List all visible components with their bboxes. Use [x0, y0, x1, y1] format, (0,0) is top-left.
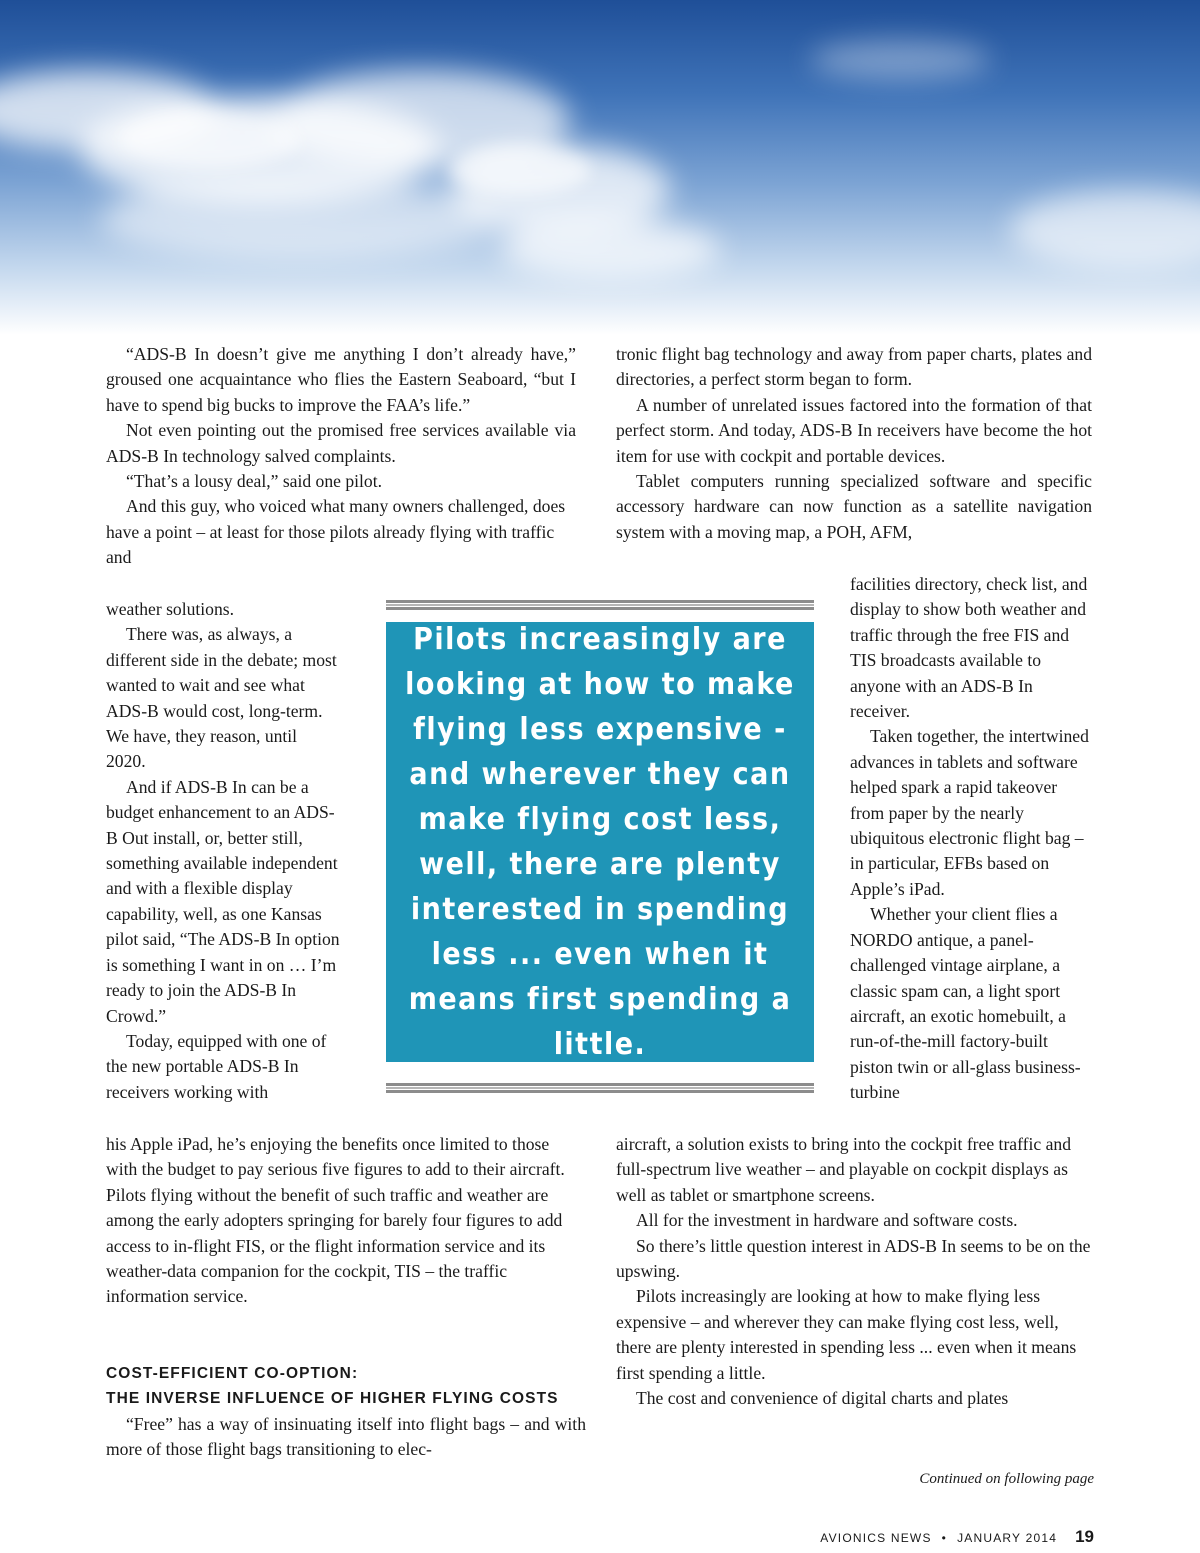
heading-line-2: THE INVERSE INFLUENCE OF HIGHER FLYING COSTS — [106, 1390, 559, 1407]
paragraph: The cost and convenience of digital charts and plates — [636, 1388, 1009, 1409]
paragraph: weather solutions. — [106, 599, 235, 619]
pullquote-top-rule — [386, 600, 814, 610]
footer-bullet: • — [941, 1531, 948, 1545]
paragraph: All for the investment in hardware and software costs. — [636, 1210, 1018, 1231]
paragraph: his Apple iPad, he’s enjoying the benefits once limited to those with the budget to pay serious five figures to add to their aircraft. Pilots flying without the benefit of such traffic and weather are among the early adopters springing for barely four figures to add access to in-flight FIS, or the flight information service and its weather-data companion for the cockpit, TIS – the traffic information service. — [106, 1134, 565, 1307]
page-footer — [820, 1527, 1094, 1547]
left-column-top — [106, 342, 576, 571]
paragraph: Whether your client flies a NORDO antique, a panel-challenged vintage airplane, a classic spam can, a light sport aircraft, an exotic homebuilt, a run-of-the-mill factory-built piston twin or all-glass business-turbine — [850, 904, 1081, 1103]
paragraph: Tablet computers running specialized software and specific accessory hardware can now function as a satellite navigation system with a moving map, a POH, AFM, — [616, 471, 1092, 542]
paragraph: Pilots increasingly are looking at how to make flying less expensive – and wherever they can make flying cost less, well, there are plenty interested in spending less ... even when it means first spending a little. — [616, 1286, 1077, 1383]
pullquote-box — [386, 622, 814, 1062]
paragraph: There was, as always, a different side in the debate; most wanted to wait and see what ADS-B would cost, long-term. We have, they reason, until 2020. — [106, 624, 337, 772]
right-column-bottom — [616, 1132, 1092, 1411]
left-column-narrow — [106, 597, 340, 1105]
left-column-after-heading — [106, 1412, 586, 1463]
right-column-narrow — [850, 572, 1094, 1106]
publication-name: AVIONICS NEWS — [820, 1531, 932, 1545]
paragraph: Taken together, the intertwined advances in tablets and software helped spark a rapid takeover from paper by the nearly ubiquitous electronic flight bag – in particular, EFBs based on Apple’s iPad. — [850, 726, 1089, 899]
paragraph: aircraft, a solution exists to bring into the cockpit free traffic and full-spectrum live weather – and playable on cockpit displays as well as tablet or smartphone screens. — [616, 1134, 1072, 1205]
paragraph: “That’s a lousy deal,” said one pilot. — [126, 471, 383, 492]
paragraph: facilities directory, check list, and display to show both weather and traffic through the free FIS and TIS broadcasts available to anyone with an ADS-B In receiver. — [850, 574, 1088, 722]
paragraph: “Free” has a way of insinuating itself into flight bags – and with more of those flight bags transitioning to elec- — [106, 1414, 586, 1460]
paragraph: Not even pointing out the promised free services available via ADS-B In technology salved complaints. — [106, 420, 576, 466]
hero-sky-image — [0, 0, 1200, 335]
paragraph: Today, equipped with one of the new portable ADS-B In receivers working with — [106, 1030, 327, 1102]
paragraph: So there’s little question interest in ADS-B In seems to be on the upswing. — [616, 1235, 1091, 1282]
heading-line-1: COST-EFFICIENT CO-OPTION: — [106, 1365, 359, 1382]
left-column-bottom — [106, 1132, 576, 1310]
pullquote-bottom-rule — [386, 1083, 814, 1093]
cloud-illustration — [0, 0, 1200, 335]
issue-date: JANUARY 2014 — [957, 1531, 1058, 1545]
paragraph: And this guy, who voiced what many owners challenged, does have a point – at least for those pilots already flying with traffic and — [106, 496, 566, 568]
paragraph: A number of unrelated issues factored into the formation of that perfect storm. And today, ADS-B In receivers have become the hot item for use with cockpit and portable devices. — [616, 394, 1092, 466]
paragraph: tronic flight bag technology and away from paper charts, plates and directories, a perfect storm began to form. — [616, 344, 1092, 390]
pullquote-text: Pilots increasingly are looking at how to make flying less expensive - and wherever they can make flying cost less, well, there are plenty interested in spending less ... even when it means first spending a little. — [405, 622, 795, 1062]
paragraph: “ADS-B In doesn’t give me anything I don’t already have,” groused one acquaintance who flies the Eastern Seaboard, “but I have to spend big bucks to improve the FAA’s life.” — [106, 344, 576, 415]
paragraph: And if ADS-B In can be a budget enhancement to an ADS-B Out install, or, better still, something available independent and with a flexible display capability, well, as one Kansas pilot said, “The ADS-B In option is something I want in on … I’m ready to join the ADS-B In Crowd.” — [106, 776, 340, 1026]
continued-note: Continued on following page — [919, 1471, 1094, 1487]
section-heading — [106, 1361, 596, 1411]
right-column-top — [616, 342, 1092, 545]
page-number: 19 — [1075, 1527, 1094, 1546]
